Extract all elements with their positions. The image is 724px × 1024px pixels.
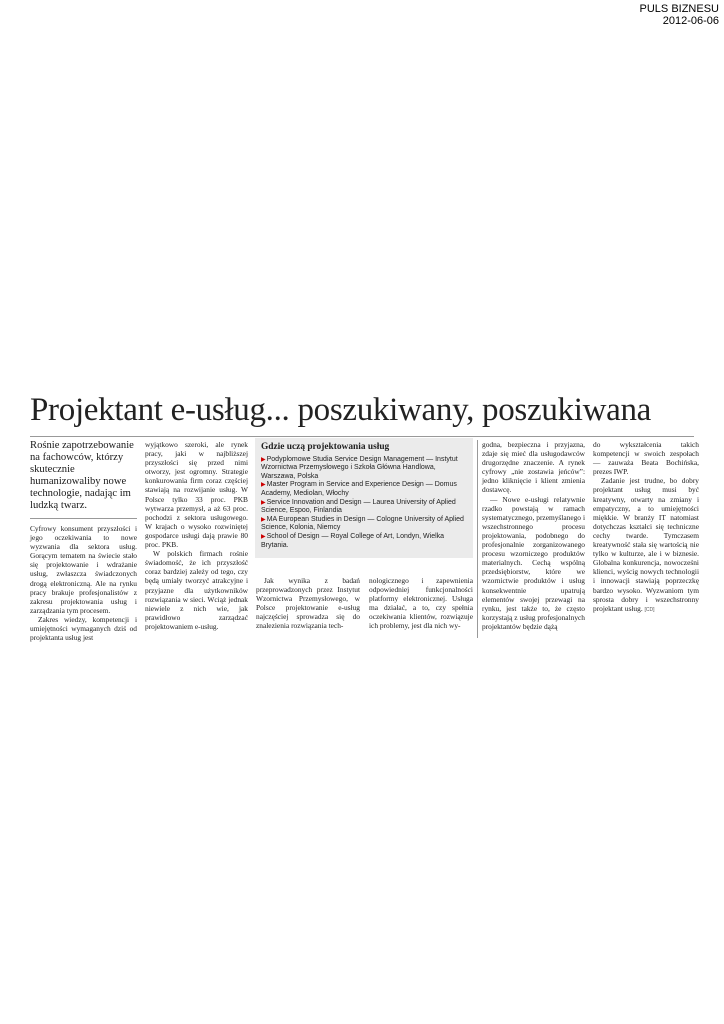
paragraph: nologicznego i zapewnienia odpowiedniej funkcjonalności platformy elektronicznej. Usługa ma działać, a to, czy spełnia oczekiwania klientów, rozwiązuje ich problemy, jest dla nich wy- xyxy=(369,576,473,631)
article-column-2 xyxy=(145,440,248,631)
triangle-bullet-icon: ▶ xyxy=(261,499,266,506)
paragraph: do wykształcenia takich kompetencji w swoich zespołach — zauważa Beata Bochińska, prezes IWP. xyxy=(593,440,699,477)
source-name: PULS BIZNESU xyxy=(639,3,719,15)
article-column-4 xyxy=(369,576,473,631)
info-box-item: ▶Podyplomowe Studia Service Design Management — Instytut Wzornictwa Przemysłowego i Szkoła Główna Handlowa, Warszawa, Polska xyxy=(261,455,458,480)
article-lead: Rośnie zapotrzebowanie na fachowców, którzy skutecznie humanizowaliby nowe technologie, nadając im ludzką twarz. xyxy=(30,440,134,511)
paragraph: wyjątkowo szeroki, ale rynek pracy, jaki w najbliższej przyszłości się przed nimi otworzy, jest ogromny. Strategie konkurowania firm coraz częściej stawiają na rozwijanie usług. W Polsce tylko 33 proc. PKB wytwarza przemysł, a aż 63 proc. pochodzi z sektora usługowego. W krajach o wysoko rozwiniętej gospodarce usługi dają prawie 80 proc. PKB. xyxy=(145,440,248,550)
triangle-bullet-icon: ▶ xyxy=(261,456,266,463)
paragraph: Zakres wiedzy, kompetencji i umiejętności wymaganych dziś od projektanta usług jest xyxy=(30,614,137,643)
paragraph: Cyfrowy konsument przyszłości i jego oczekiwania to nowe wyzwania dla sektora usług. Gorącym tematem na świecie stało się projektowanie i wdrażanie usług, zwłaszcza świadczonych drogą elektroniczną. Ale na rynku pracy brakuje profesjonalistów z zakresu projektowania usług i zarządzania tym procesem. xyxy=(30,524,137,615)
paragraph: Zadanie jest trudne, bo dobry projektant usług musi być kreatywny, otwarty na zmiany i empatyczny, a to umiejętności miękkie. W branży IT natomiast dotychczas kształci się techniczne cechy twarde. Tymczasem kreatywność stała się wartością nie tylko w kulturze, ale i w biznesie. Globalna konkurencja, nowocześni klienci, wyścig nowych technologii i innowacji stawiają poprzeczkę bardzo wysoko. Wyzwaniom tym sprosta dobry i wszechstronny projektant usług. [CD] xyxy=(593,476,699,613)
paragraph: Jak wynika z badań przeprowadzonych przez Instytut Wzornictwa Przemysłowego, w Polsce projektowanie e-usług najczęściej sprowadza się do znalezienia rozwiązania tech- xyxy=(256,576,360,631)
column-divider xyxy=(477,440,478,638)
article-column-6 xyxy=(593,440,699,615)
title-rule xyxy=(30,436,694,437)
article-column-1 xyxy=(30,440,137,642)
source-header xyxy=(640,3,719,27)
info-box-item: ▶Service Innovation and Design — Laurea University of Aplied Science, Espoo, Finlandia xyxy=(261,498,456,515)
source-date: 2012-06-06 xyxy=(662,15,719,27)
article-column-5 xyxy=(482,440,585,631)
lead-divider xyxy=(30,518,137,519)
info-box xyxy=(255,438,473,558)
article-title: Projektant e-usług... poszukiwany, poszukiwana xyxy=(30,392,652,428)
info-box-item: ▶MA European Studies in Design — Cologne University of Aplied Science, Kolonia, Niemcy xyxy=(261,515,464,532)
triangle-bullet-icon: ▶ xyxy=(261,533,266,540)
paragraph: W polskich firmach rośnie świadomość, że ich przyszłość coraz bardziej zależy od tego, czy będą umiały tworzyć atrakcyjne i przyjazne dla użytkowników rozwiązania w sieci. Wciąż jednak niewiele z nich wie, jak prawidłowo zarządzać projektowaniem e-usług. xyxy=(145,549,248,631)
triangle-bullet-icon: ▶ xyxy=(261,482,266,489)
author-signature: [CD] xyxy=(644,606,655,613)
paragraph: godna, bezpieczna i przyjazna, zdaje się mieć dla usługodawców drugorzędne znaczenie. A rynek cyfrowy „nie zostawia jeńców”: jedno kliknięcie i klient zmienia dostawcę. xyxy=(482,440,585,495)
paragraph: — Nowe e-usługi relatywnie rzadko powstają w ramach systematycznego, przemyślanego i wszechstronnego procesu projektowania, podobnego do profesjonalnie zorganizowanego procesu wzorniczego produktów materialnych. Cechą wspólną przedsiębiorstw, które we wzornictwie produktów i usług konsekwentnie upatrują elementów swojej przewagi na rynku, jest także to, że często korzystają z usług profesjonalnych projektantów będzie dążą xyxy=(482,494,585,631)
triangle-bullet-icon: ▶ xyxy=(261,516,266,523)
info-box-item: ▶Master Program in Service and Experience Design — Domus Academy, Mediolan, Włochy xyxy=(261,481,457,497)
info-box-title: Gdzie uczą projektowania usług xyxy=(261,442,390,452)
article-column-3 xyxy=(256,576,360,631)
info-box-item: ▶School of Design — Royal College of Art, Londyn, Wielka Brytania. xyxy=(261,532,445,549)
